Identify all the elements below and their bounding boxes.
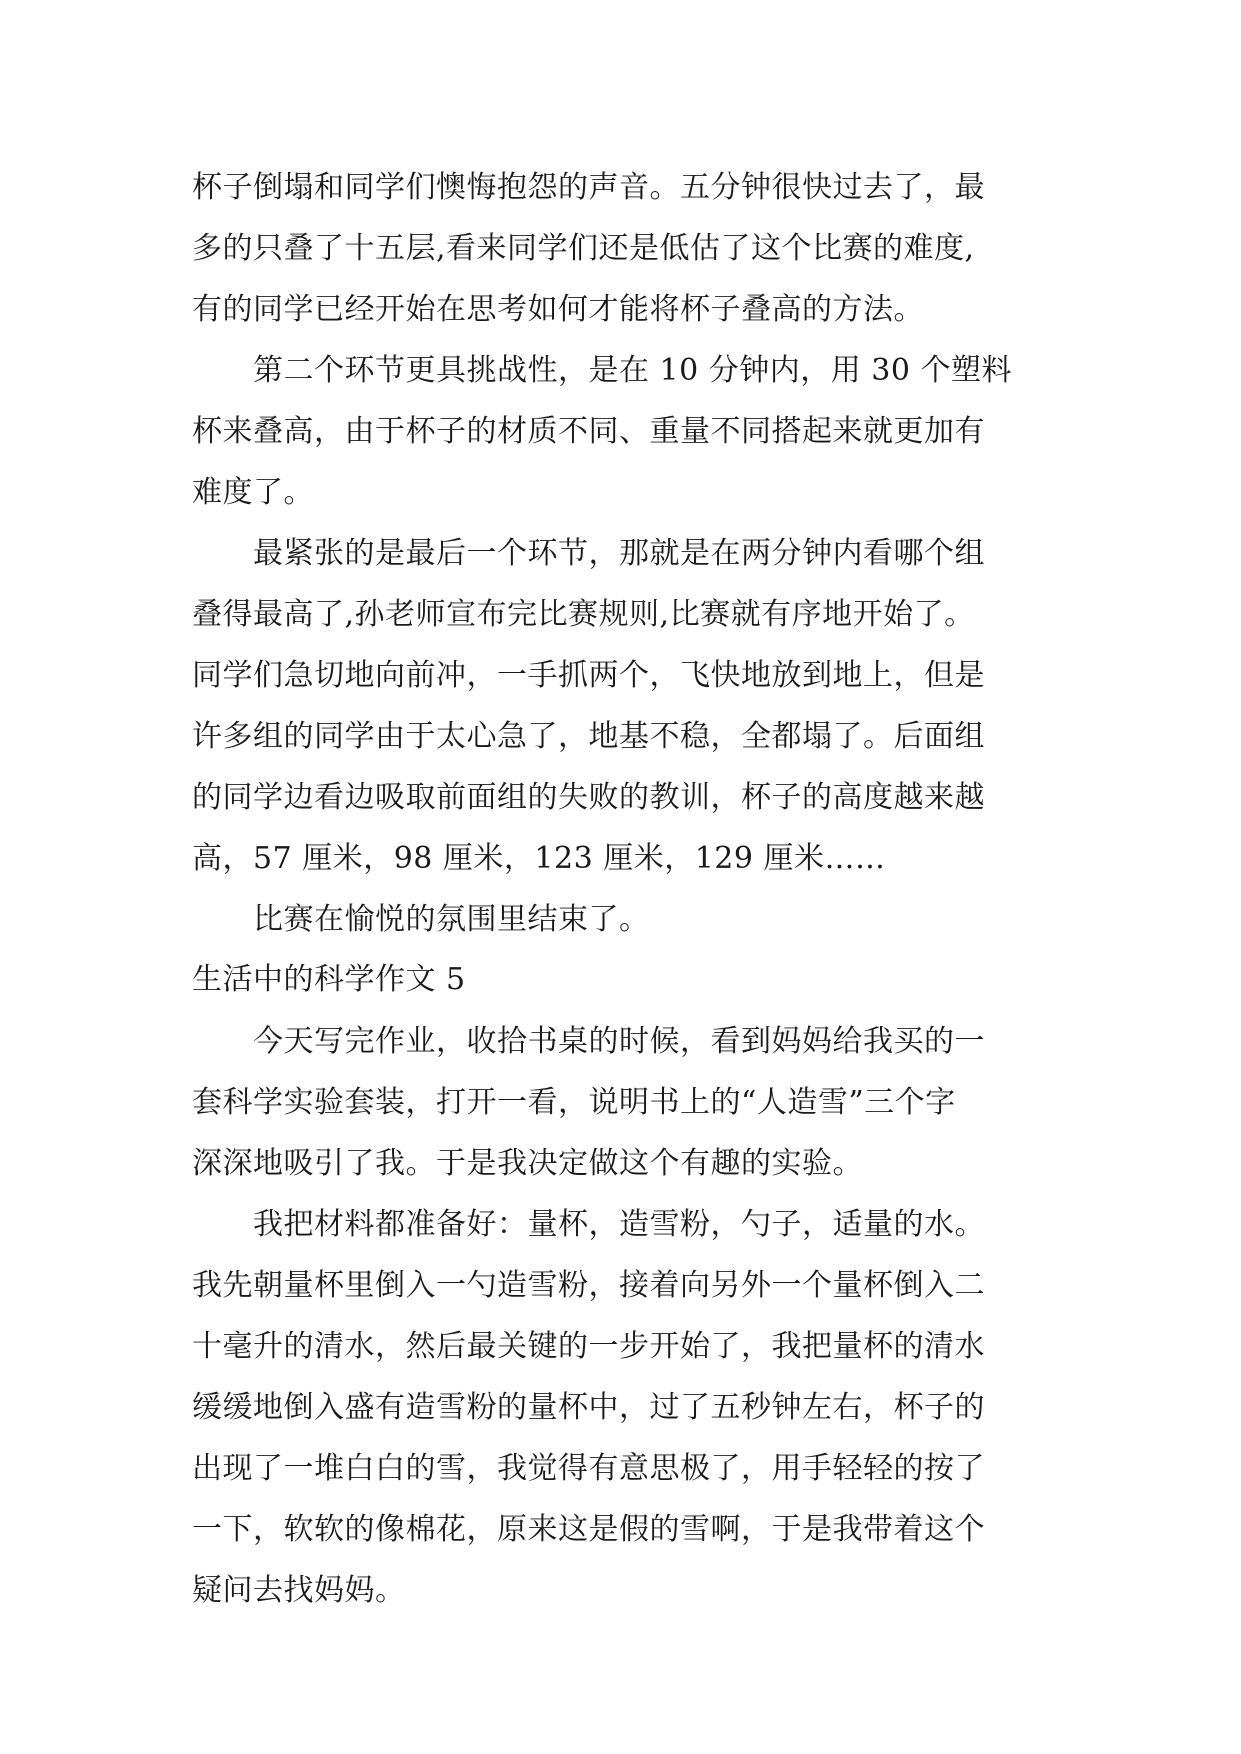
text-line: 深深地吸引了我。于是我决定做这个有趣的实验。 (192, 1146, 863, 1181)
text-line: 杯子倒塌和同学们懊悔抱怨的声音。五分钟很快过去了，最 (192, 170, 985, 205)
text-line: 第二个环节更具挑战性，是在 10 分钟内，用 30 个塑料 (192, 353, 1012, 388)
text-line: 今天写完作业，收拾书桌的时候，看到妈妈给我买的一 (192, 1024, 985, 1059)
text-line: 高，57 厘米，98 厘米，123 厘米，129 厘米…… (192, 841, 886, 876)
text-line: 十毫升的清水，然后最关键的一步开始了，我把量杯的清水 (192, 1329, 985, 1364)
text-line: 杯来叠高，由于杯子的材质不同、重量不同搭起来就更加有 (192, 414, 985, 449)
text-line: 许多组的同学由于太心急了，地基不稳，全都塌了。后面组 (192, 719, 985, 754)
text-line: 疑问去找妈妈。 (192, 1573, 406, 1608)
text-line: 套科学实验套装，打开一看，说明书上的“人造雪”三个字 (192, 1085, 956, 1120)
text-line: 最紧张的是最后一个环节，那就是在两分钟内看哪个组 (192, 536, 985, 571)
text-line: 难度了。 (192, 475, 314, 510)
text-line: 的同学边看边吸取前面组的失败的教训，杯子的高度越来越 (192, 780, 985, 815)
text-line: 我先朝量杯里倒入一勺造雪粉，接着向另外一个量杯倒入二 (192, 1268, 985, 1303)
text-line: 叠得最高了,孙老师宣布完比赛规则,比赛就有序地开始了。 (192, 597, 975, 632)
text-line: 有的同学已经开始在思考如何才能将杯子叠高的方法。 (192, 292, 924, 327)
text-line: 出现了一堆白白的雪，我觉得有意思极了，用手轻轻的按了 (192, 1451, 985, 1486)
text-line: 我把材料都准备好：量杯，造雪粉，勺子，适量的水。 (192, 1207, 985, 1242)
text-line: 同学们急切地向前冲，一手抓两个，飞快地放到地上，但是 (192, 658, 985, 693)
text-line: 比赛在愉悦的氛围里结束了。 (192, 902, 650, 937)
section-heading: 生活中的科学作文 5 (192, 962, 466, 997)
text-line: 一下，软软的像棉花，原来这是假的雪啊，于是我带着这个 (192, 1512, 985, 1547)
text-line: 缓缓地倒入盛有造雪粉的量杯中，过了五秒钟左右，杯子的 (192, 1390, 985, 1425)
text-line: 多的只叠了十五层,看来同学们还是低估了这个比赛的难度, (192, 231, 975, 266)
